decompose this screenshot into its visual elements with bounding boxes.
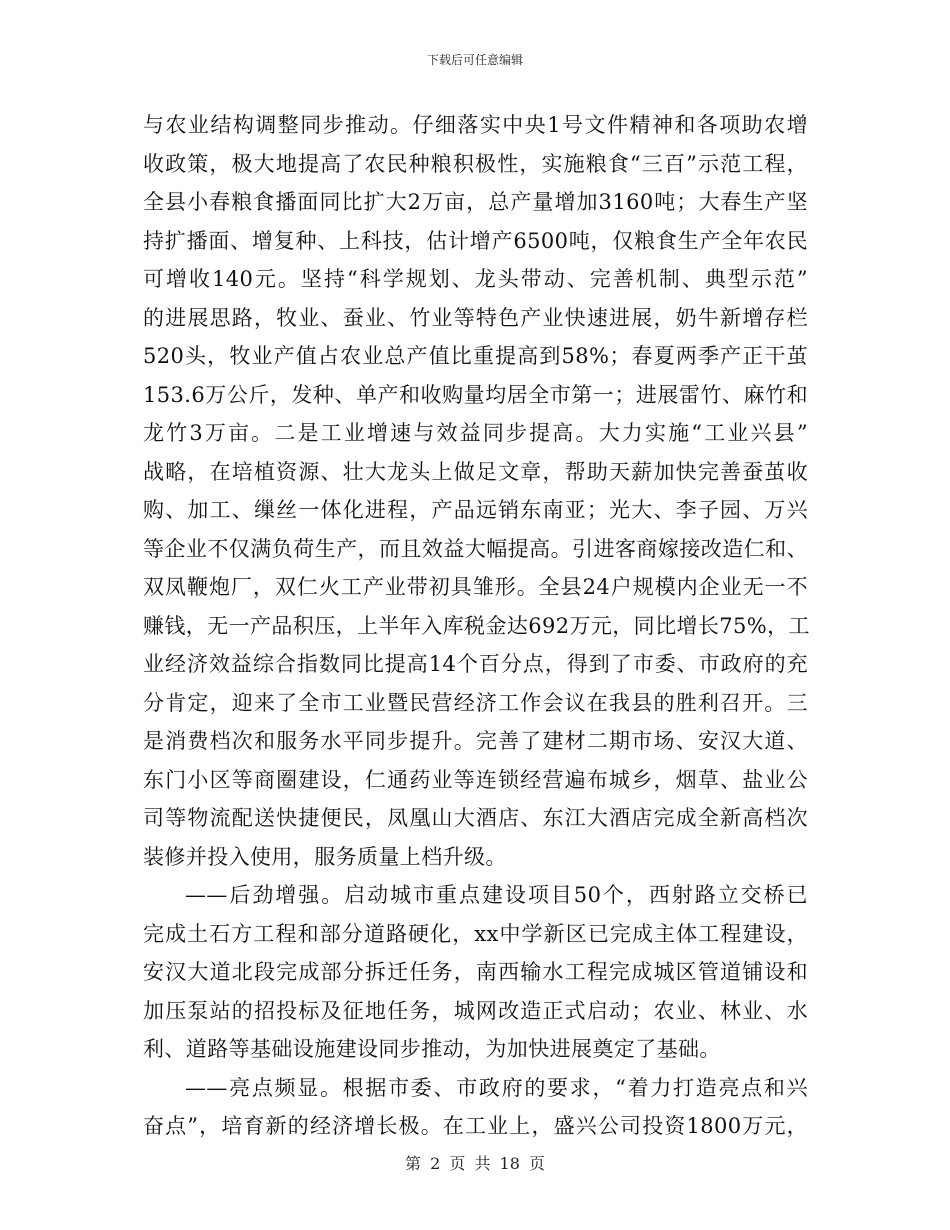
- text-line: 收政策，极大地提高了农民种粮积极性，实施粮食“三百”示范工程，: [143, 151, 808, 176]
- text-line: 加压泵站的招投标及征地任务，城网改造正式启动；农业、林业、水: [143, 998, 808, 1023]
- page-number-footer: 第 2 页 共 18 页: [405, 1154, 545, 1173]
- text-line: ——后劲增强。启动城市重点建设项目50个，西射路立交桥已: [185, 883, 808, 907]
- page-header: 下载后可任意编辑: [426, 53, 523, 67]
- text-line: 153.6万公斤，发种、单产和收购量均居全市第一；进展雷竹、麻竹和: [143, 382, 808, 407]
- text-line: 等企业不仅满负荷生产，而且效益大幅提高。引进客商嫁接改造仁和、: [143, 536, 808, 561]
- text-line: 520头，牧业产值占农业总产值比重提高到58%；春夏两季产正干茧: [143, 344, 808, 368]
- text-line: 可增收140元。坚持“科学规划、龙头带动、完善机制、典型示范”: [143, 267, 808, 291]
- text-line: 装修并投入使用，服务质量上档升级。: [143, 844, 507, 869]
- text-line: 完成土石方工程和部分道路硬化，xx中学新区已完成主体工程建设，: [143, 921, 808, 946]
- text-line: 双凤鞭炮厂，双仁火工产业带初具雏形。全县24户规模内企业无一不: [143, 575, 808, 599]
- text-line: 是消费档次和服务水平同步提升。完善了建材二期市场、安汉大道、: [143, 729, 808, 753]
- text-line: 持扩播面、增复种、上科技，估计增产6500吨，仅粮食生产全年农民: [143, 228, 808, 253]
- text-line: 购、加工、缫丝一体化进程，产品远销东南亚；光大、李子园、万兴: [143, 498, 808, 522]
- text-line: 赚钱，无一产品积压，上半年入库税金达692万元，同比增长75%，工: [143, 613, 810, 638]
- text-line: 与农业结构调整同步推动。仔细落实中央1号文件精神和各项助农增: [143, 113, 808, 137]
- text-line: 东门小区等商圈建设，仁通药业等连锁经营遍布城乡，烟草、盐业公: [143, 767, 808, 792]
- text-line: 龙竹3万亩。二是工业增速与效益同步提高。大力实施“工业兴县”: [143, 421, 808, 445]
- text-line: 的进展思路，牧业、蚕业、竹业等特色产业快速进展，奶牛新增存栏: [143, 305, 808, 330]
- text-line: 利、道路等基础设施建设同步推动，为加快进展奠定了基础。: [143, 1037, 721, 1061]
- text-line: 业经济效益综合指数同比提高14个百分点，得到了市委、市政府的充: [143, 652, 808, 676]
- text-line: 分肯定，迎来了全市工业暨民营经济工作会议在我县的胜利召开。三: [143, 690, 808, 715]
- paragraph: [143, 1069, 808, 1146]
- paragraph: [143, 876, 808, 1069]
- text-line: 司等物流配送快捷便民，凤凰山大酒店、东江大酒店完成全新高档次: [143, 806, 808, 830]
- document-body: [143, 106, 808, 1146]
- text-line: 安汉大道北段完成部分拆迁任务，南西输水工程完成城区管道铺设和: [143, 960, 808, 984]
- text-line: 奋点”，培育新的经济增长极。在工业上，盛兴公司投资1800万元，: [143, 1114, 808, 1138]
- text-line: ——亮点频显。根据市委、市政府的要求，“着力打造亮点和兴: [185, 1075, 808, 1100]
- text-line: 战略，在培植资源、壮大龙头上做足文章，帮助天薪加快完善蚕茧收: [143, 459, 808, 484]
- text-line: 全县小春粮食播面同比扩大2万亩，总产量增加3160吨；大春生产坚: [143, 190, 808, 214]
- paragraph: [143, 106, 808, 876]
